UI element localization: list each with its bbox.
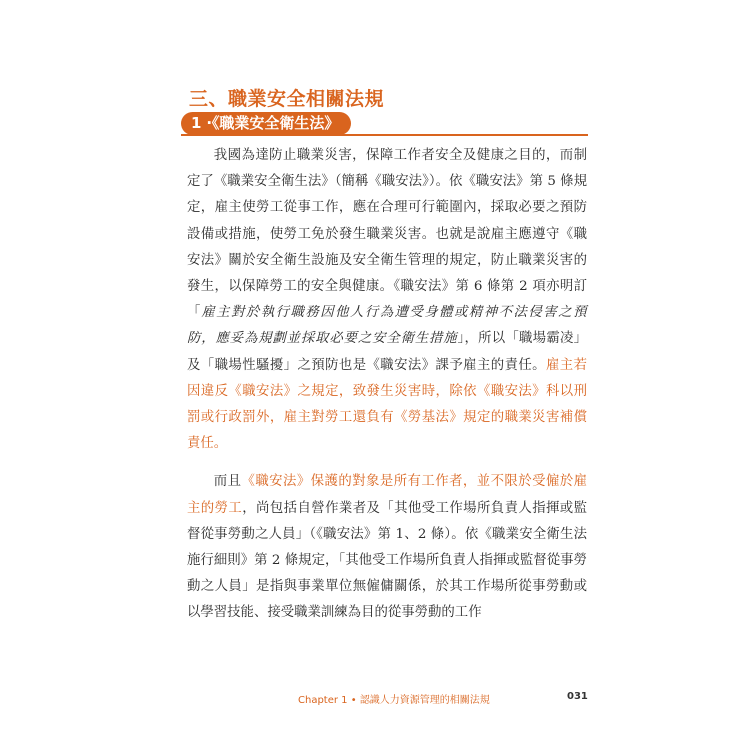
subsection-badge: 1 ‧《職業安全衛生法》 [181, 112, 351, 135]
paragraph-1 [187, 143, 587, 457]
subsection-underline [181, 134, 588, 136]
body-text [187, 143, 587, 627]
footer-chapter-title: 認識人力資源管理的相關法規 [359, 695, 490, 706]
paragraph-1-text: 我國為達防止職業災害，保障工作者安全及健康之目的，而制定了《職業安全衛生法》（簡稱《職安法》）。依《職安法》第 5 條規定，雇主使勞工從事工作，應在合理可行範圍內，採取必要之預防設備或措施，使勞工免於發生職業災害。也就是說雇主應遵守《職安法》關於安全衛生設施及安全衛生管理的規定，防止職業災害的發生，以保障勞工的安全與健康。《職安法》第 6 條第 2 項亦明訂「 [187, 148, 587, 321]
section-title: 三、職業安全相關法規 [189, 88, 385, 110]
law-quote: 雇主對於執行職務因他人行為遭受身體或精神不法侵害之預防，應妥為規劃並採取必要之安全衛生措施 [187, 305, 588, 347]
paragraph-1-text-cont: 」，所以「職場霸凌」及「職場性騷擾」之預防也是《職安法》課予雇主的責任。 [187, 331, 587, 373]
highlighted-text: 《職安法》保護的對象是所有工作者，並不限於受僱於雇主的勞工 [187, 474, 588, 516]
highlighted-text: 雇主若因違反《職安法》之規定，致發生災害時，除依《職安法》科以刑罰或行政罰外，雇主對勞工還負有《勞基法》規定的職業災害補償責任。 [187, 357, 588, 452]
paragraph-2-text: 而且 [213, 474, 242, 490]
footer-chapter-line [298, 691, 490, 706]
page-number: 031 [567, 691, 588, 702]
paragraph-2 [187, 469, 587, 626]
paragraph-2-text-cont: ，尚包括自營作業者及「其他受工作場所負責人指揮或監督從事勞動之人員」（《職安法》第 1、2 條）。依《職業安全衛生法施行細則》第 2 條規定，「其他受工作場所負責人指揮或監督從事勞動之人員」是指與事業單位無僱傭關係，於其工作場所從事勞動或以學習技能、接受職業訓練為目的從事勞動的工作 [187, 500, 588, 621]
footer-chapter: Chapter 1 [298, 695, 348, 706]
footer-separator: • [350, 695, 357, 706]
